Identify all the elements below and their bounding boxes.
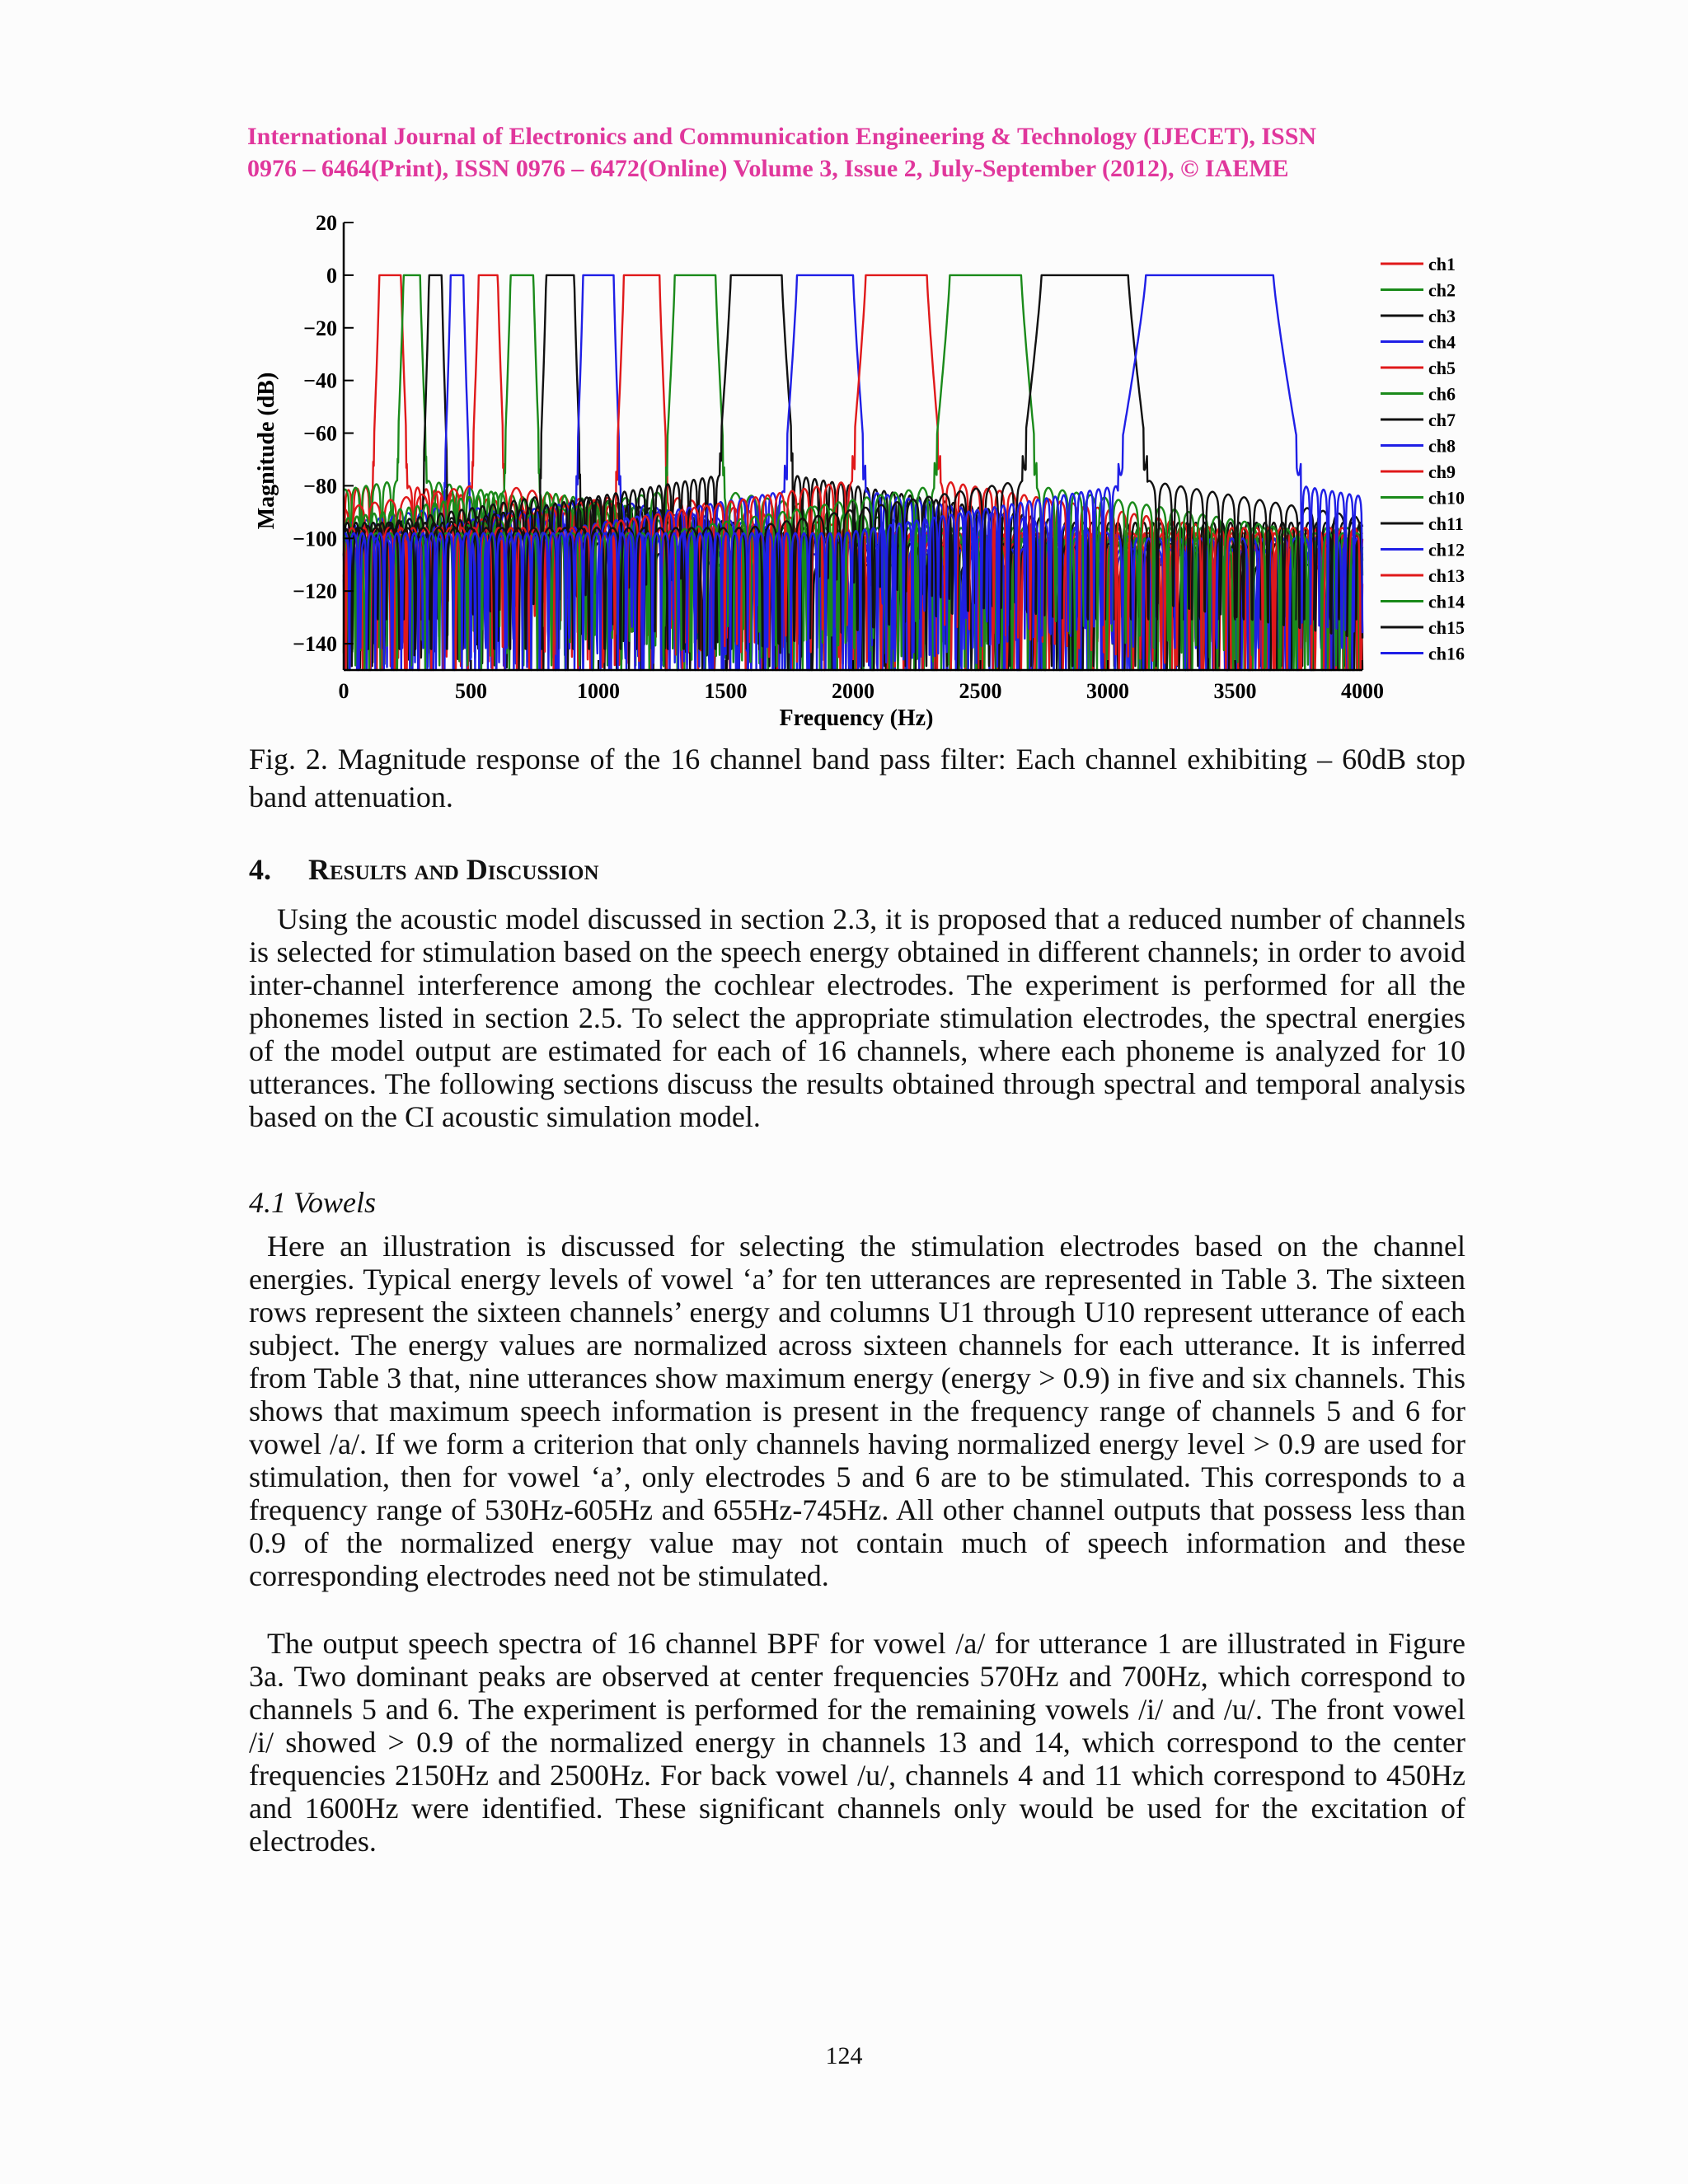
- legend-label-ch16: ch16: [1428, 643, 1465, 664]
- y-tick-label: −80: [303, 474, 337, 499]
- legend-label-ch9: ch9: [1428, 462, 1456, 482]
- section-heading: [249, 852, 599, 887]
- series-lines: [344, 275, 1362, 670]
- section-title: Results and Discussion: [308, 853, 599, 886]
- legend-label-ch5: ch5: [1428, 358, 1456, 378]
- paragraph-vowels-illustration: Here an illustration is discussed for selecting the stimulation electrodes based on the channel energies. Typical energy levels of vowel ‘a’ for ten utterances are represented in Table 3. The sixteen rows represent the sixteen channels’ energy and columns U1 through U10 represent utterance of each subject. The energy values are normalized across sixteen channels for each utterance. It is inferred from Table 3 that, nine utterances show maximum energy (energy > 0.9) in five and six channels. This shows that maximum speech information is present in the frequency range of channels 5 and 6 for vowel /a/. If we form a criterion that only channels having normalized energy level > 0.9 are used for stimulation, then for vowel ‘a’, only electrodes 5 and 6 are to be stimulated. This corresponds to a frequency range of 530Hz-605Hz and 655Hz-745Hz. All other channel outputs that possess less than 0.9 of the normalized energy value may not contain much of speech information and these corresponding electrodes need not be stimulated.: [249, 1230, 1465, 1592]
- page-number: 124: [825, 2042, 863, 2069]
- x-tick-label: 500: [455, 679, 487, 703]
- legend-label-ch4: ch4: [1428, 331, 1456, 353]
- y-tick-label: −100: [293, 527, 337, 551]
- journal-header-line2: 0976 – 6464(Print), ISSN 0976 – 6472(Online) Volume 3, Issue 2, July-September (2012), © IAEME: [247, 155, 1289, 182]
- y-tick-label: 20: [316, 211, 337, 235]
- y-tick-label: −20: [303, 316, 337, 340]
- x-tick-label: 3500: [1213, 679, 1257, 703]
- x-tick-label: 2000: [832, 679, 874, 703]
- legend-label-ch15: ch15: [1428, 617, 1465, 638]
- y-tick-label: −40: [303, 368, 337, 393]
- legend-label-ch3: ch3: [1428, 306, 1456, 326]
- legend-label-ch12: ch12: [1428, 539, 1465, 560]
- legend-label-ch2: ch2: [1428, 279, 1456, 301]
- legend-label-ch13: ch13: [1428, 565, 1465, 586]
- legend-label-ch11: ch11: [1428, 513, 1464, 534]
- x-axis-label: Frequency (Hz): [779, 705, 934, 731]
- x-tick-label: 3000: [1086, 679, 1129, 703]
- journal-header-line1: International Journal of Electronics and Communication Engineering & Technology (IJECET), ISSN: [247, 123, 1317, 150]
- paragraph-results-intro: Using the acoustic model discussed in section 2.3, it is proposed that a reduced number of channels is selected for stimulation based on the speech energy obtained in different channels; in order to avoid inter-channel interference among the cochlear electrodes. The experiment is performed for all the phonemes listed in section 2.5. To select the appropriate stimulation electrodes, the spectral energies of the model output are estimated for each of 16 channels, where each phoneme is analyzed for 10 utterances. The following sections discuss the results obtained through spectral and temporal analysis based on the CI acoustic simulation model.: [249, 902, 1465, 1133]
- y-tick-label: −120: [293, 579, 337, 604]
- y-tick-label: −60: [303, 421, 337, 446]
- legend-label-ch14: ch14: [1428, 591, 1465, 612]
- y-axis-label: Magnitude (dB): [254, 372, 279, 530]
- figure-caption: Fig. 2. Magnitude response of the 16 channel band pass filter: Each channel exhibiting – 60dB stop band attenuation.: [249, 743, 1465, 813]
- legend-label-ch8: ch8: [1428, 435, 1456, 457]
- x-tick-label: 0: [338, 679, 349, 703]
- x-tick-label: 1000: [577, 679, 620, 703]
- y-tick-label: −140: [293, 632, 337, 657]
- legend-label-ch10: ch10: [1428, 487, 1465, 509]
- legend-label-ch7: ch7: [1428, 410, 1456, 430]
- magnitude-response-chart: [247, 210, 1467, 738]
- x-tick-label: 2500: [959, 679, 1002, 703]
- x-tick-label: 4000: [1341, 679, 1384, 703]
- legend-label-ch1: ch1: [1428, 254, 1456, 274]
- journal-header: [247, 120, 1467, 185]
- chart-legend: [1381, 254, 1465, 664]
- x-tick-label: 1500: [704, 679, 748, 703]
- section-number: 4.: [249, 853, 271, 886]
- subsection-heading-vowels: 4.1 Vowels: [249, 1186, 377, 1219]
- legend-label-ch6: ch6: [1428, 383, 1456, 405]
- y-tick-label: 0: [326, 263, 337, 288]
- paragraph-vowels-spectra: The output speech spectra of 16 channel BPF for vowel /a/ for utterance 1 are illustrated in Figure 3a. Two dominant peaks are observed at center frequencies 570Hz and 700Hz, which correspond to channels 5 and 6. The experiment is performed for the remaining vowels /i/ and /u/. The front vowel /i/ showed > 0.9 of the normalized energy in channels 13 and 14, which correspond to the center frequencies 2150Hz and 2500Hz. For back vowel /u/, channels 4 and 11 which correspond to 450Hz and 1600Hz were identified. These significant channels only would be used for the excitation of electrodes.: [249, 1627, 1465, 1858]
